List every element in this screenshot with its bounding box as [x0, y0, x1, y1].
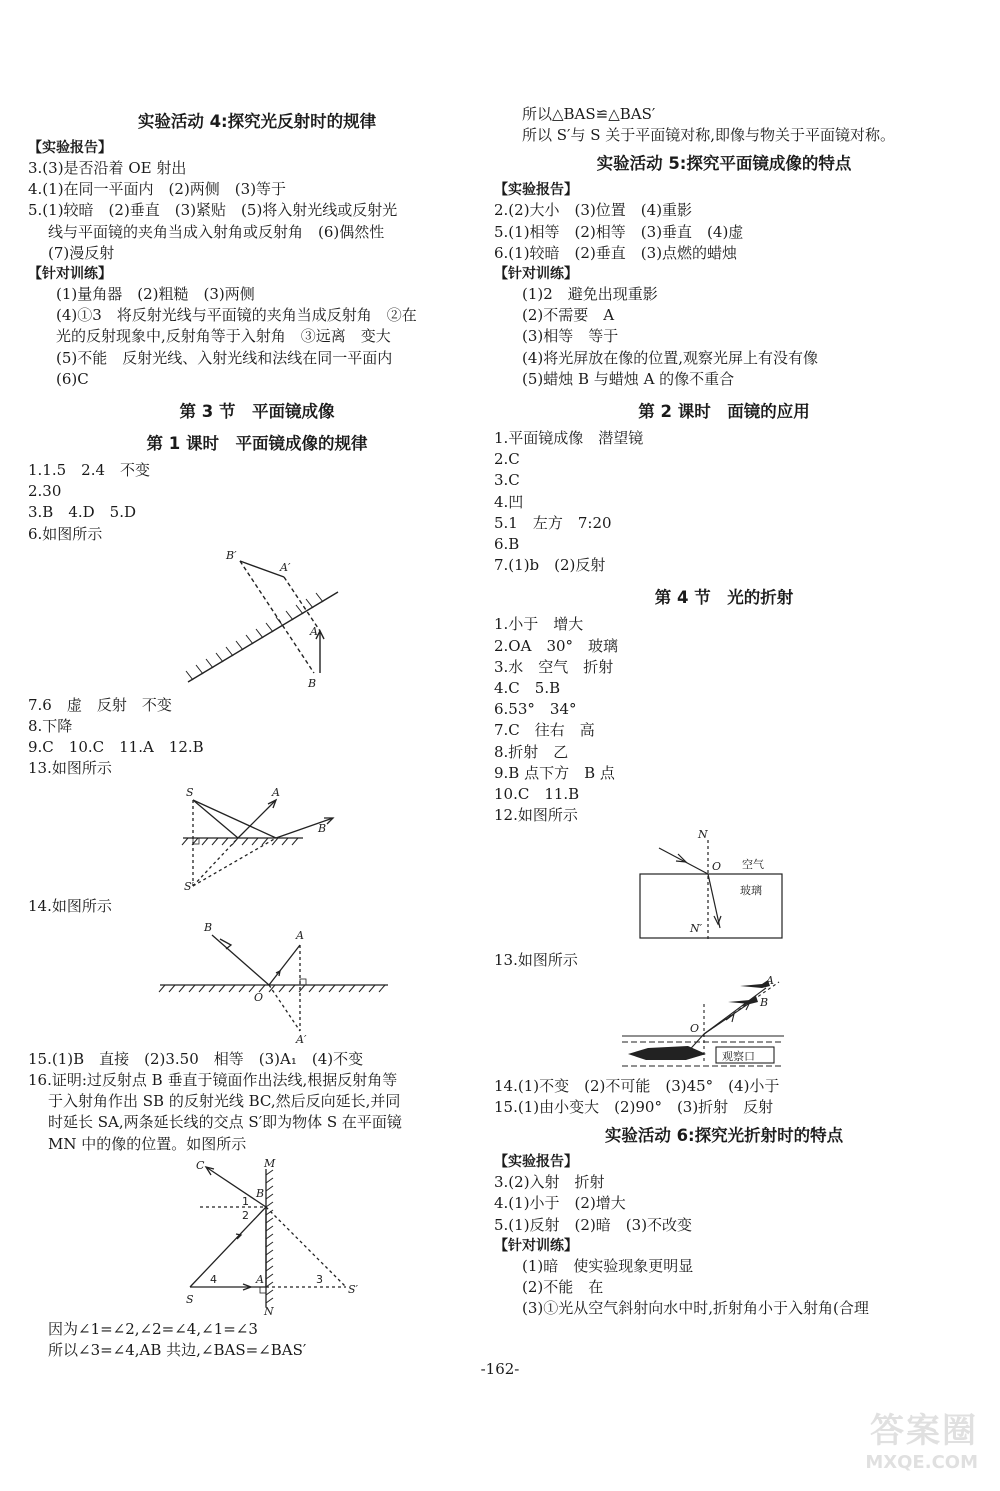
answer-line: 4.C 5.B: [494, 679, 561, 698]
diagram-mirror-6: [28, 547, 486, 693]
label-B: B: [318, 821, 327, 835]
label-B: B: [308, 676, 317, 690]
answer-line: 3.C: [494, 471, 520, 490]
answer-line: 14.(1)不变 (2)不可能 (3)45° (4)小于: [494, 1076, 780, 1095]
label-A: A: [296, 928, 304, 942]
answer-line: 2.C: [494, 450, 520, 469]
answer-line: MN 中的像的位置。如图所示: [48, 1134, 247, 1153]
label-O: O: [690, 1021, 700, 1035]
label-A: A: [256, 1272, 264, 1286]
watermark-url: MXQE.COM: [865, 1452, 978, 1473]
label-A: A: [310, 624, 318, 638]
section-heading: 实验活动 4:探究光反射时的规律: [137, 112, 377, 131]
label-B: B: [760, 995, 769, 1009]
answer-line: (7)漫反射: [48, 243, 115, 262]
answer-line: 7.6 虚 反射 不变: [28, 695, 172, 714]
diagram-mirror-14: [28, 919, 486, 1047]
answer-line: 6.53° 34°: [494, 700, 577, 719]
answer-line: (5)不能 反射光线、入射光线和法线在同一平面内: [56, 348, 393, 367]
label-air: 空气: [742, 858, 764, 872]
training-tag: 【针对训练】: [494, 1237, 578, 1254]
answer-line: 线与平面镜的夹角当成入射角或反射角 (6)偶然性: [48, 222, 385, 241]
answer-line: 6.B: [494, 535, 520, 554]
answer-line: 15.(1)B 直接 (2)3.50 相等 (3)A₁ (4)不变: [28, 1049, 364, 1068]
answer-line: 9.B 点下方 B 点: [494, 763, 615, 782]
answer-line: 6.(1)较暗 (2)垂直 (3)点燃的蜡烛: [494, 243, 738, 262]
answer-line: 13.如图所示: [28, 759, 112, 778]
label-S: S: [186, 1292, 194, 1306]
answer-line: (2)不需要 A: [522, 306, 615, 325]
answer-line: 1.平面镜成像 潜望镜: [494, 429, 644, 448]
label-B: B: [256, 1186, 265, 1200]
training-tag: 【针对训练】: [494, 266, 578, 283]
angle-3: 3: [316, 1272, 323, 1286]
answer-line: 9.C 10.C 11.A 12.B: [28, 738, 204, 757]
lesson-heading: 第 1 课时 平面镜成像的规律: [146, 434, 368, 454]
answer-line: (3)①光从空气斜射向水中时,折射角小于入射角(合理: [522, 1299, 869, 1318]
answer-line: (1)2 避免出现重影: [522, 285, 658, 304]
answer-line: (5)蜡烛 B 与蜡烛 A 的像不重合: [522, 369, 735, 388]
answer-line: 2.(2)大小 (3)位置 (4)重影: [494, 201, 693, 220]
report-tag: 【实验报告】: [494, 1154, 578, 1171]
watermark-logo: 答案圈: [870, 1411, 978, 1451]
answer-line: 3.(2)入射 折射: [494, 1173, 605, 1192]
watermark: [865, 1403, 978, 1473]
answer-line: 1.小于 增大: [494, 615, 584, 634]
angle-4: 4: [210, 1272, 217, 1286]
answer-line: 10.C 11.B: [494, 785, 580, 804]
answer-line: 6.如图所示: [28, 524, 103, 543]
answer-line: 4.(1)在同一平面内 (2)两侧 (3)等于: [28, 180, 287, 199]
report-tag: 【实验报告】: [28, 140, 112, 156]
answer-line: 2.OA 30° 玻璃: [494, 636, 619, 655]
answer-line: 3.B 4.D 5.D: [28, 503, 137, 522]
answer-line: 16.证明:过反射点 B 垂直于镜面作出法线,根据反射角等: [28, 1071, 398, 1090]
answer-line: 于入射角作出 SB 的反射光线 BC,然后反向延长,并同: [48, 1092, 401, 1111]
answer-line: (4)①3 将反射光线与平面镜的夹角当成反射角 ②在: [56, 306, 417, 325]
answer-line: (6)C: [56, 369, 89, 388]
label-C: C: [196, 1158, 205, 1172]
label-O: O: [712, 860, 722, 874]
answer-line: (3)相等 等于: [522, 327, 619, 346]
section-heading: 实验活动 5:探究平面镜成像的特点: [596, 154, 852, 174]
answer-line: 光的反射现象中,反射角等于入射角 ③远离 变大: [56, 327, 391, 346]
label-S: S: [186, 785, 194, 799]
answer-line: 12.如图所示: [494, 806, 578, 825]
label-N: N: [698, 828, 708, 842]
answer-line: 5.(1)较暗 (2)垂直 (3)紧贴 (5)将入射光线或反射光: [28, 201, 398, 220]
answer-line: 5.(1)相等 (2)相等 (3)垂直 (4)虚: [494, 222, 744, 241]
left-column: [28, 104, 486, 1361]
label-S-prime: S′: [184, 879, 195, 893]
answer-line: 所以 S′与 S 关于平面镜对称,即像与物关于平面镜对称。: [522, 126, 896, 145]
section-heading: 第 3 节 平面镜成像: [179, 402, 335, 422]
answer-line: (1)量角器 (2)粗糙 (3)两侧: [56, 285, 255, 304]
angle-2: 2: [242, 1208, 249, 1222]
answer-line: 14.如图所示: [28, 896, 112, 915]
section-heading: 第 4 节 光的折射: [654, 588, 794, 608]
label-M: M: [264, 1156, 276, 1170]
answer-line: 4.(1)小于 (2)增大: [494, 1194, 626, 1213]
diagram-proof-16: [28, 1157, 486, 1317]
label-O: O: [254, 990, 264, 1004]
answer-line: 4.凹: [494, 492, 524, 511]
label-A-prime: A′: [296, 1032, 307, 1046]
answer-line: 5.(1)反射 (2)暗 (3)不改变: [494, 1215, 693, 1234]
answer-line: 7.(1)b (2)反射: [494, 556, 606, 575]
section-heading: 实验活动 6:探究光折射时的特点: [604, 1126, 844, 1146]
label-A: A: [272, 785, 280, 799]
label-A-prime: A′: [280, 560, 291, 574]
answer-line: 时延长 SA,两条延长线的交点 S′即为物体 S 在平面镜: [48, 1113, 402, 1132]
report-tag: 【实验报告】: [494, 182, 578, 199]
answer-line: 5.1 左方 7:20: [494, 513, 612, 532]
answer-line: 1.1.5 2.4 不变: [28, 461, 151, 480]
answer-line: 15.(1)由小变大 (2)90° (3)折射 反射: [494, 1097, 774, 1116]
answer-line: 所以∠3=∠4,AB 共边,∠BAS=∠BAS′: [48, 1341, 307, 1360]
answer-line: (4)将光屏放在像的位置,观察光屏上有没有像: [522, 348, 819, 367]
diagram-mirror-13: [28, 782, 486, 894]
angle-1: 1: [242, 1194, 249, 1208]
label-S-prime: S′: [348, 1282, 359, 1296]
label-B: B: [204, 920, 213, 934]
label-A: A: [766, 973, 774, 987]
answer-line: 因为∠1=∠2,∠2=∠4,∠1=∠3: [48, 1319, 258, 1338]
answer-line: 3.(3)是否沿着 OE 射出: [28, 159, 187, 177]
answer-line: 8.下降: [28, 717, 73, 736]
right-column: [494, 104, 954, 1319]
answer-line: (2)不能 在: [522, 1277, 604, 1296]
label-B-prime: B′: [226, 548, 237, 562]
diagram-refraction-12: [494, 828, 954, 948]
answer-line: 2.30: [28, 482, 62, 501]
diagram-submarine-13: [494, 974, 954, 1074]
answer-line: (1)暗 使实验现象更明显: [522, 1256, 694, 1275]
answer-line: 13.如图所示: [494, 951, 578, 970]
answer-line: 3.水 空气 折射: [494, 657, 614, 676]
page-number: -162-: [480, 1360, 520, 1378]
lesson-heading: 第 2 课时 面镜的应用: [638, 402, 810, 422]
label-N-prime: N′: [690, 922, 703, 936]
label-glass: 玻璃: [740, 884, 762, 898]
answer-line: 8.折射 乙: [494, 742, 569, 761]
label-observation-port: 观察口: [722, 1049, 755, 1063]
answer-line: 7.C 往右 高: [494, 721, 595, 740]
answer-line: 所以△BAS≌△BAS′: [522, 105, 656, 123]
training-tag: 【针对训练】: [28, 266, 112, 283]
label-N: N: [264, 1304, 274, 1317]
